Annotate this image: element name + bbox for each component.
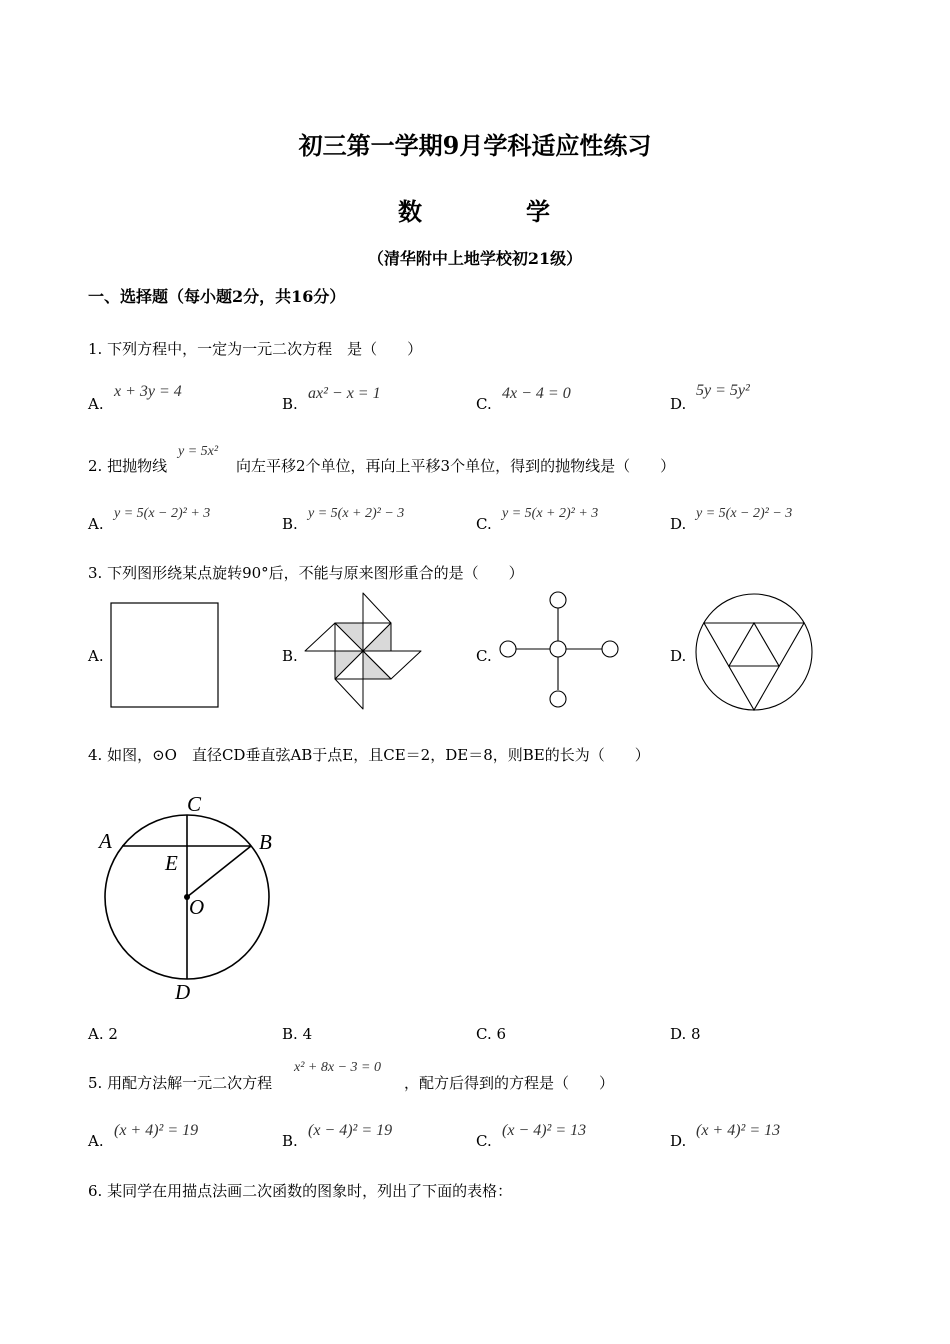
question-5-stem-post: ，配方后得到的方程是（ ） — [404, 1074, 615, 1092]
q3-square-figure — [108, 600, 223, 710]
q4-label-b: B — [259, 830, 272, 854]
q3-option-b-label: B. — [282, 647, 298, 665]
q3-pinwheel-figure — [300, 588, 426, 714]
q3-circle-triangles-figure — [692, 590, 816, 714]
q1-option-d-label: D. — [670, 395, 687, 413]
q5-option-d-math: (x + 4)² = 13 — [696, 1122, 781, 1139]
q5-option-c-label: C. — [476, 1132, 492, 1150]
q4-label-a: A — [99, 829, 112, 853]
q1-option-c-label: C. — [476, 395, 492, 413]
page-title: 初三第一学期9月学科适应性练习 — [298, 131, 652, 160]
q5-option-a-label: A. — [88, 1132, 104, 1150]
question-5-stem-pre: 5. 用配方法解一元二次方程 — [88, 1074, 273, 1092]
question-6-stem: 6. 某同学在用描点法画二次函数的图象时，列出了下面的表格： — [88, 1182, 513, 1200]
question-3-stem: 3. 下列图形绕某点旋转90°后，不能与原来图形重合的是（ ） — [88, 564, 524, 582]
q1-option-c-math: 4x − 4 = 0 — [502, 385, 571, 402]
q5-option-c-math: (x − 4)² = 13 — [502, 1122, 587, 1139]
q2-option-c-math: y = 5(x + 2)² + 3 — [502, 506, 599, 521]
q3-option-d-label: D. — [670, 647, 687, 665]
q4-option-b-value: 4 — [302, 1025, 313, 1043]
q4-label-o: O — [189, 895, 205, 919]
question-2-stem-math: y = 5x² — [178, 444, 219, 459]
q5-option-a-math: (x + 4)² = 19 — [114, 1122, 199, 1139]
section-heading: 一、选择题（每小题2分，共16分） — [88, 287, 346, 306]
q5-option-b-math: (x − 4)² = 19 — [308, 1122, 393, 1139]
q4-option-c-label: C. — [476, 1025, 492, 1043]
q2-option-a-math: y = 5(x − 2)² + 3 — [114, 506, 211, 521]
q1-option-b-math: ax² − x = 1 — [308, 385, 381, 402]
q4-option-d — [670, 1025, 701, 1043]
question-5-stem-math: x² + 8x − 3 = 0 — [294, 1060, 381, 1075]
subject-char-right: 学 — [526, 197, 550, 226]
q4-option-d-label: D. — [670, 1025, 687, 1043]
q1-option-d-math: 5y = 5y² — [696, 382, 750, 399]
q4-option-a-value: 2 — [108, 1025, 118, 1043]
q4-circle-figure — [95, 790, 285, 1005]
q4-label-c: C — [187, 792, 202, 816]
q3-option-c-label: C. — [476, 647, 492, 665]
school-name: （清华附中上地学校初21级） — [367, 249, 583, 268]
q4-option-b-label: B. — [282, 1025, 298, 1043]
q4-label-d: D — [175, 980, 191, 1004]
q2-option-b-math: y = 5(x + 2)² − 3 — [308, 506, 405, 521]
q5-option-d-label: D. — [670, 1132, 687, 1150]
q3-cross-circles-figure — [496, 590, 622, 710]
q4-option-c — [476, 1025, 506, 1043]
q4-option-d-value: 8 — [691, 1025, 701, 1043]
subject-char-left: 数 — [398, 197, 422, 226]
q5-option-b-label: B. — [282, 1132, 298, 1150]
question-1-stem: 1. 下列方程中，一定为一元二次方程 是（ ） — [88, 340, 423, 358]
q2-option-a-label: A. — [88, 515, 104, 533]
question-2-stem-pre: 2. 把抛物线 — [88, 457, 168, 475]
question-2-stem-post: 向左平移2个单位，再向上平移3个单位，得到的抛物线是（ ） — [236, 457, 676, 475]
q3-option-a-label: A. — [88, 647, 104, 665]
q2-option-b-label: B. — [282, 515, 298, 533]
q1-option-a-math: x + 3y = 4 — [114, 383, 182, 400]
q4-option-a — [88, 1025, 118, 1043]
question-4-stem: 4. 如图，⊙O 直径CD垂直弦AB于点E，且CE＝2，DE＝8，则BE的长为（ ） — [88, 746, 650, 764]
q4-option-c-value: 6 — [496, 1025, 507, 1043]
q4-label-e: E — [165, 851, 178, 875]
q4-option-b — [282, 1025, 312, 1043]
q2-option-c-label: C. — [476, 515, 492, 533]
q2-option-d-label: D. — [670, 515, 687, 533]
q1-option-b-label: B. — [282, 395, 298, 413]
q2-option-d-math: y = 5(x − 2)² − 3 — [696, 506, 793, 521]
q1-option-a-label: A. — [88, 395, 104, 413]
q4-option-a-label: A. — [88, 1025, 104, 1043]
